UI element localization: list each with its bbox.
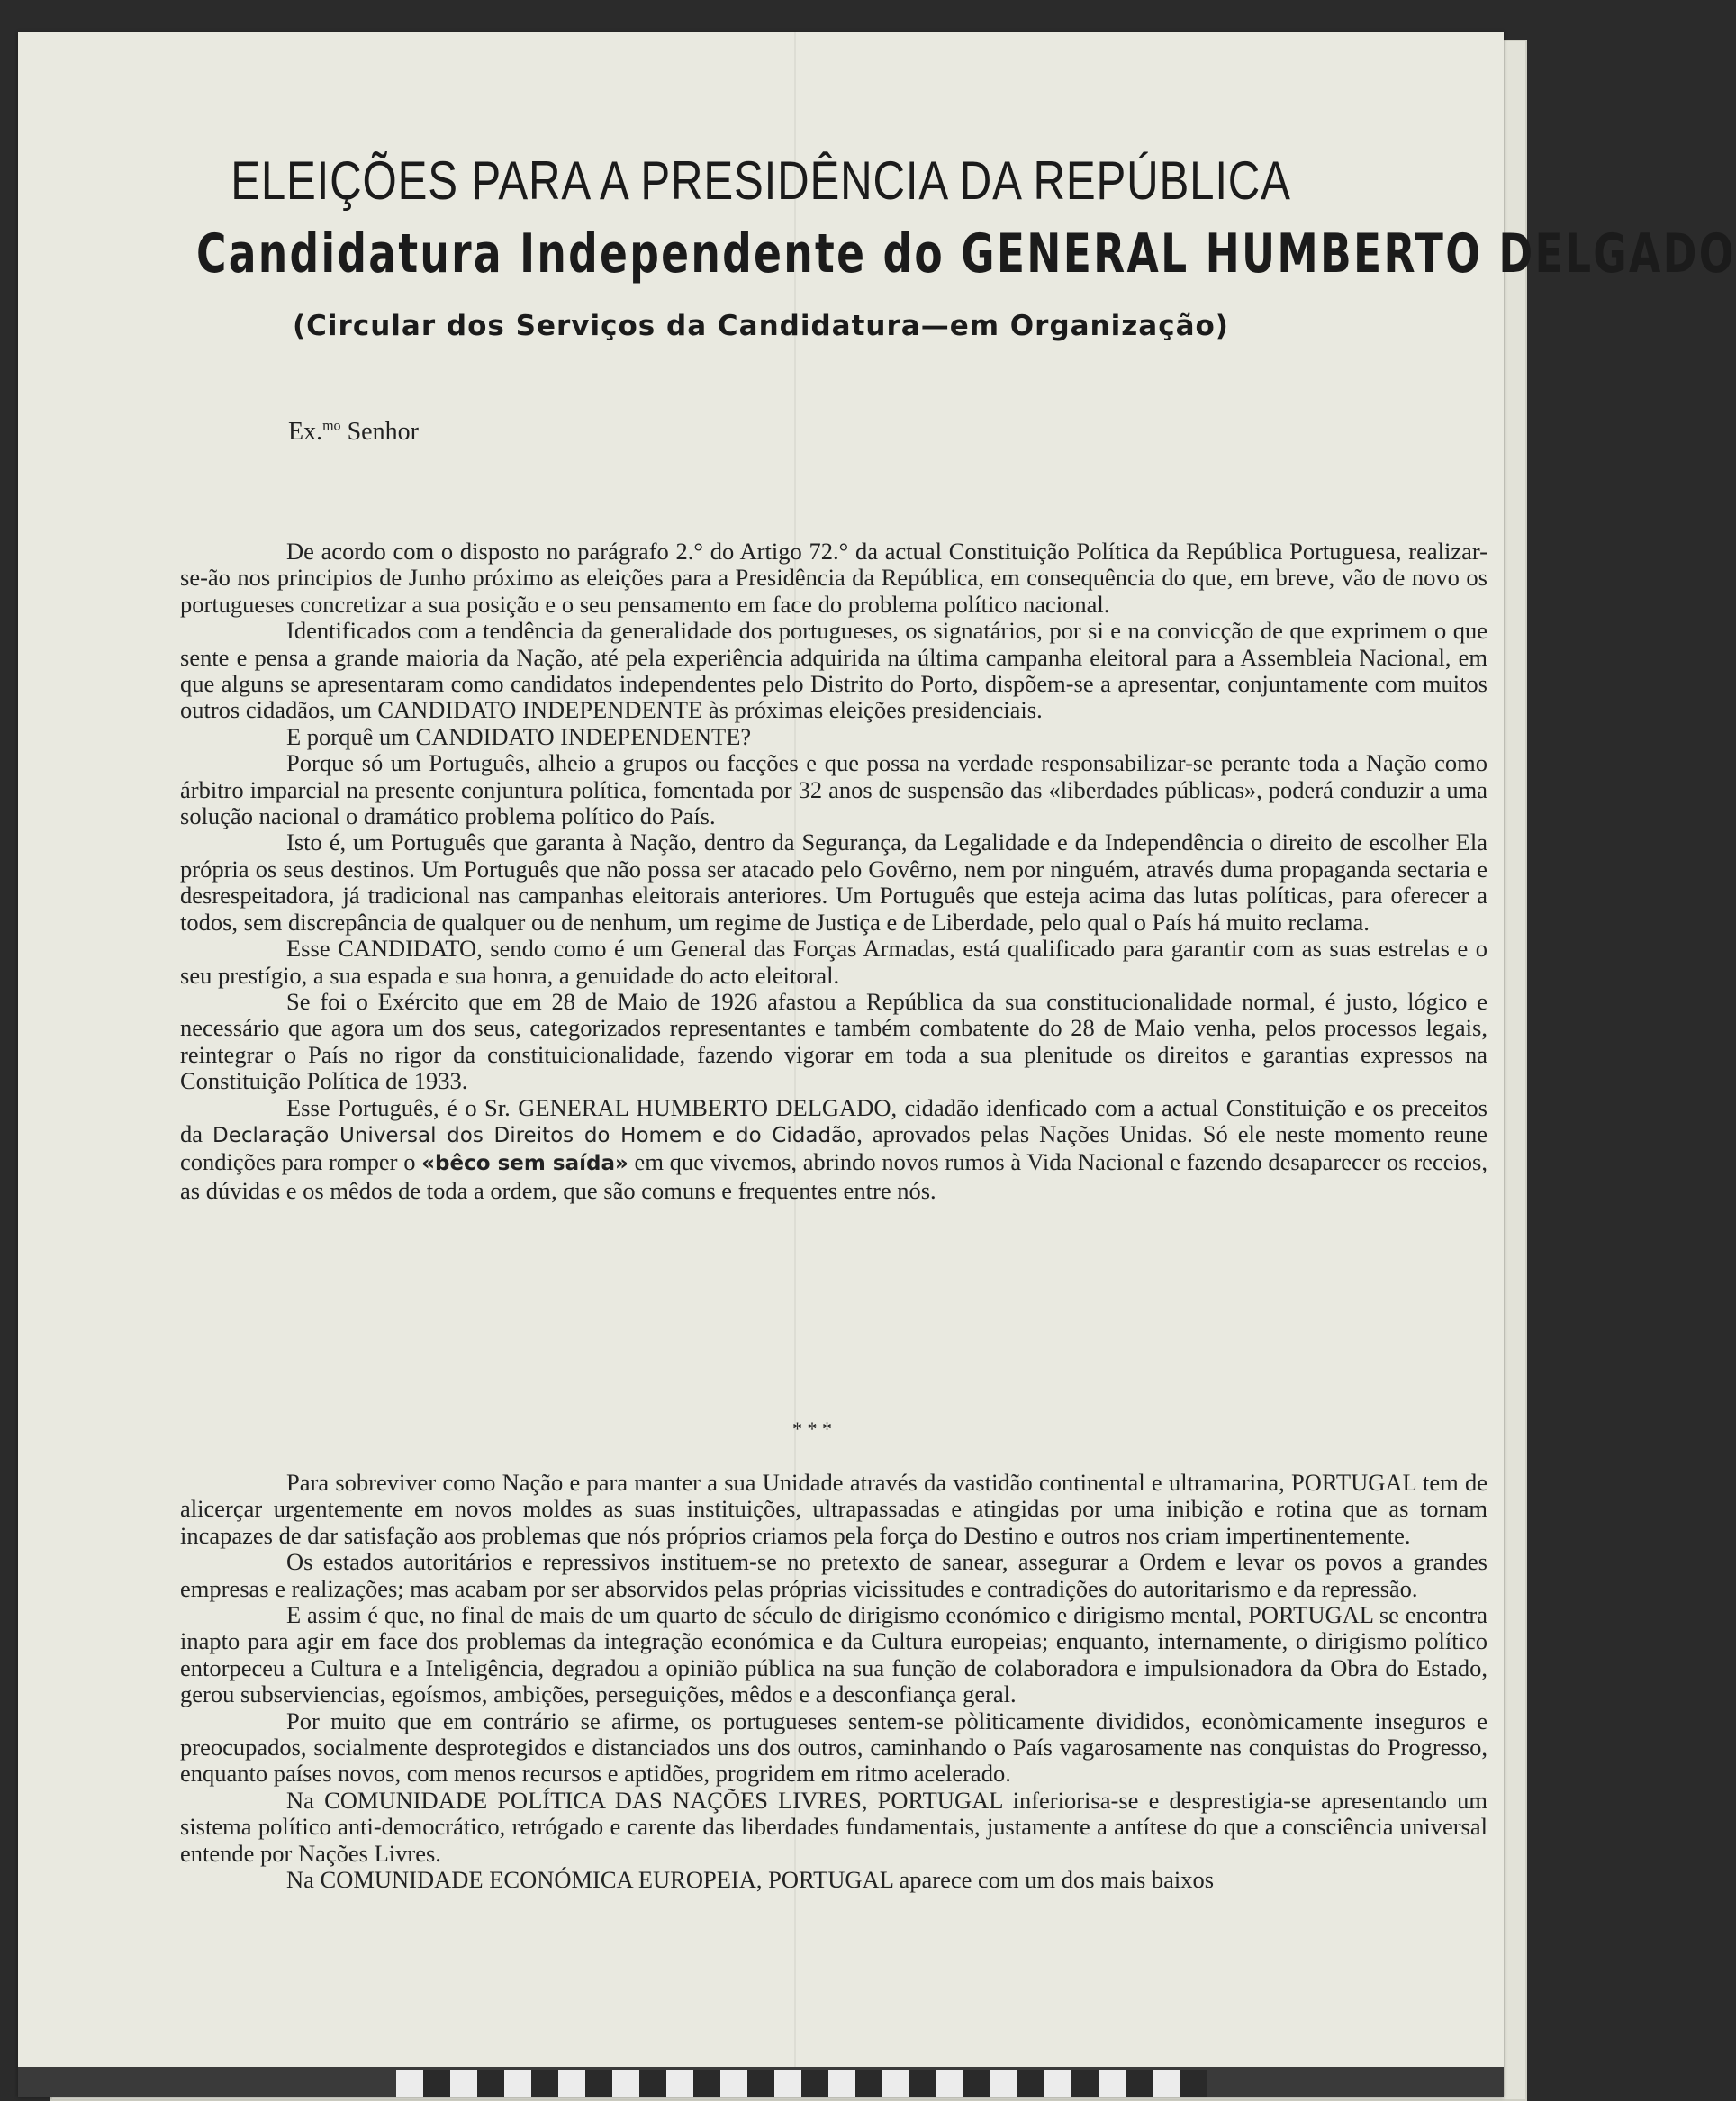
beco-sem-saida: «bêco sem saída» xyxy=(421,1152,628,1176)
salutation-prefix: Ex. xyxy=(288,418,323,446)
subtitle-circular: (Circular dos Serviços da Candidatura—em Organização) xyxy=(293,310,1229,342)
paragraph: Na COMUNIDADE POLÍTICA DAS NAÇÕES LIVRES, PORTUGAL inferiorisa-se e desprestigia-se apresentando um sistema político anti-democrático, retrógado e carente das liberdades fundamentais, justamente a antítese do que a consciência universal entende por Nações Livres. xyxy=(180,1786,1487,1867)
declaration-title: Declaração Universal dos Direitos do Homem e do Cidadão xyxy=(212,1123,857,1147)
paragraph: De acordo com o disposto no parágrafo 2.° do Artigo 72.° da actual Constituição Política da República Portuguesa, realizar-se-ão nos principios de Junho próximo as eleições para a Presidência da República, em consequência do que, em breve, vão de novo os portugueses concretizar a sua posição e o seu pensamento em face do problema político nacional. xyxy=(180,538,1487,618)
paragraph: Por muito que em contrário se afirme, os portugueses sentem-se pòliticamente divididos, econòmicamente inseguros e preocupados, socialmente desprotegidos e distanciados uns dos outros, caminhando o País vagarosamente nas conquistas do Progresso, enquanto países novos, com menos recursos e aptidões, progridem em ritmo acelerado. xyxy=(180,1707,1487,1788)
document-page xyxy=(18,32,1736,2097)
stars-text: * * * xyxy=(792,1417,832,1440)
title-candidacy: Candidatura Independente do GENERAL HUMBERTO DELGADO xyxy=(196,222,1736,285)
paragraph: Porque só um Português, alheio a grupos ou facções e que possa na verdade responsabilizar-se perante toda a Nação como árbitro imparcial na presente conjuntura política, fomentada por 32 anos de suspensão das «liberdades públicas», poderá conduzir a uma solução nacional o dramático problema político do País. xyxy=(180,749,1487,830)
paragraph: E porquê um CANDIDATO INDEPENDENTE? xyxy=(286,722,752,750)
body-section-1 xyxy=(180,539,1487,1204)
salutation-rest: Senhor xyxy=(340,418,419,446)
paragraph: Esse CANDIDATO, sendo como é um General das Forças Armadas, está qualificado para garantir com as suas estrelas e o seu prestígio, a sua espada e sua honra, a genuidade do acto eleitoral. xyxy=(180,935,1487,989)
section-separator xyxy=(792,1417,900,1453)
text-run: , aprovados pelas Nações Unidas. Só ele neste momento reune condições para romper o xyxy=(180,1119,1487,1176)
color-scale-bar xyxy=(18,2067,1504,2097)
paragraph: E assim é que, no final de mais de um quarto de século de dirigismo económico e dirigismo mental, PORTUGAL se encontra inapto para agir em face dos problemas da integração económica e da Cultura europeias; enquanto, internamente, o dirigismo político entorpeceu a Cultura e a Inteligência, degradou a opinião pública na sua função de colaboradora e impulsionadora da Obra do Estado, gerou subserviencias, egoísmos, ambições, perseguições, mêdos e a desconfiança geral. xyxy=(180,1601,1487,1708)
paragraph: Para sobreviver como Nação e para manter a sua Unidade através da vastidão continental e ultramarina, PORTUGAL tem de alicerçar urgentemente em novos moldes as suas instituições, ultrapassadas e atingidas por uma inibição e rotina que as tornam incapazes de dar satisfação aos problemas que nós próprios criamos pela força do Destino e outros nos criam impertinentemente. xyxy=(180,1469,1487,1549)
text-run: em que vivemos, abrindo novos rumos à Vida Nacional e fazendo desaparecer os receios, as dúvidas e os mêdos de toda a ordem, que são comuns e frequentes entre nós. xyxy=(180,1148,1487,1204)
salutation-sup: mo xyxy=(322,418,341,434)
salutation xyxy=(288,418,419,447)
paragraph: Identificados com a tendência da generalidade dos portugueses, os signatários, por si e na convicção de que exprimem o que sente e pensa a grande maioria da Nação, até pela experiência adquirida na última campanha eleitoral para a Assembleia Nacional, em que alguns se apresentaram como candidatos independentes pelo Distrito do Porto, dispõem-se a apresentar, conjuntamente com muitos outros cidadãos, um CANDIDATO INDEPENDENTE às próximas eleições presidenciais. xyxy=(180,617,1487,724)
document-header xyxy=(18,148,1736,344)
paragraph: Na COMUNIDADE ECONÓMICA EUROPEIA, PORTUGAL aparece com um dos mais baixos xyxy=(286,1866,1215,1894)
paragraph: Os estados autoritários e repressivos instituem-se no pretexto de sanear, assegurar a Ordem e levar os povos a grandes empresas e realizações; mas acabam por ser absorvidos pelas próprias vicissitudes e contradições do autoritarismo e da repressão. xyxy=(180,1548,1487,1602)
title-elections: ELEIÇÕES PARA A PRESIDÊNCIA DA REPÚBLICA xyxy=(231,150,1291,211)
paragraph: Isto é, um Português que garanta à Nação, dentro da Segurança, da Legalidade e da Independência o direito de escolher Ela própria os seus destinos. Um Português que não possa ser atacado pelo Govêrno, nem por ninguém, através duma propaganda sectaria e desrespeitadora, já tradicional nas campanhas eleitorais anteriores. Um Português que esteja acima das lutas políticas, para oferecer a todos, sem discrepância de qualquer ou de nenhum, um regime de Justiça e de Liberdade, pelo qual o País há muito reclama. xyxy=(180,829,1487,936)
paragraph xyxy=(180,1095,1487,1205)
paragraph: Se foi o Exército que em 28 de Maio de 1926 afastou a República da sua constitucionalidade normal, é justo, lógico e necessário que agora um dos seus, categorizados representantes e também combatente do 28 de Maio venha, pelos processos legais, reintegrar o País no rigor da constituicionalidade, fazendo vigorar em toda a sua plenitude os direitos e garantias expressos na Constituição Política de 1933. xyxy=(180,987,1487,1095)
body-section-2 xyxy=(180,1470,1487,1894)
text-run: Esse Português, é o Sr. GENERAL HUMBERTO DELGADO, cidadão idenficado com a actual Constituição e os preceitos da xyxy=(180,1093,1487,1147)
